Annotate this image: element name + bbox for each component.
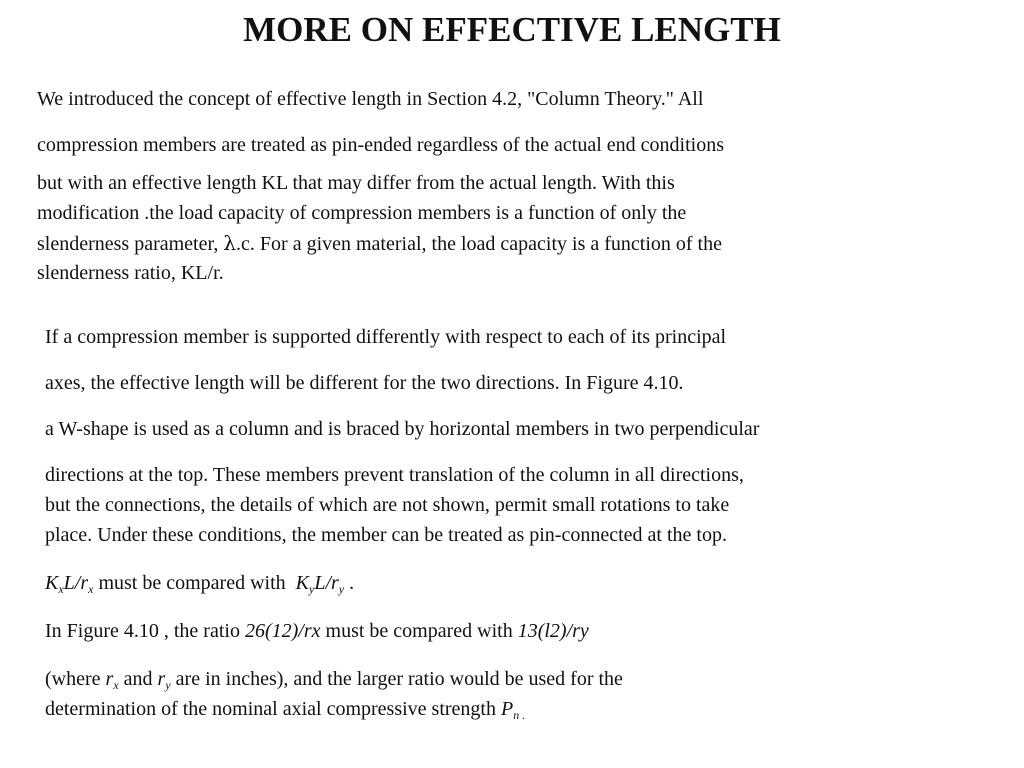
- text-line: slenderness ratio, KL/r.: [37, 262, 224, 284]
- text-line: [45, 664, 1005, 694]
- text-segment: In Figure 4.10 , the ratio: [45, 620, 245, 642]
- text-segment: must be compared with: [320, 620, 518, 642]
- text-line: axes, the effective length will be different for the two directions. In Figure 4.10.: [45, 372, 684, 394]
- subscript: x: [58, 582, 64, 596]
- formula-part: L/r: [63, 572, 89, 594]
- text-segment: slenderness parameter,: [37, 233, 224, 255]
- slenderness-comparison: [45, 568, 1005, 724]
- text-segment: must be compared with: [93, 572, 291, 594]
- subscript: x: [88, 582, 94, 596]
- text-line: but with an effective length KL that may differ from the actual length. With this: [37, 172, 675, 194]
- text-line: directions at the top. These members prevent translation of the column in all directions,: [45, 464, 744, 486]
- pn-symbol: P: [501, 698, 514, 720]
- subscript: y: [165, 678, 171, 692]
- text-segment: .c. For a given material, the load capacity is a function of the: [236, 233, 722, 255]
- ry-symbol: r: [157, 668, 166, 690]
- text-segment: and: [118, 668, 158, 690]
- ratio-formula: 26(12)/rx: [244, 620, 321, 642]
- text-line: modification .the load capacity of compression members is a function of only the: [37, 202, 687, 224]
- subscript: x: [113, 678, 119, 692]
- subscript: y: [309, 582, 315, 596]
- lambda-symbol: λ: [223, 231, 237, 255]
- paragraph-effective-length-intro: [37, 84, 987, 288]
- page-title: MORE ON EFFECTIVE LENGTH: [243, 10, 781, 49]
- text-segment: (where: [45, 668, 106, 690]
- text-line: place. Under these conditions, the member can be treated as pin-connected at the top.: [45, 524, 727, 546]
- subscript: n .: [513, 708, 526, 722]
- kx-symbol: K: [45, 572, 59, 594]
- paragraph-principal-axes: [45, 322, 1005, 550]
- text-segment: .: [344, 572, 355, 594]
- text-line: If a compression member is supported differently with respect to each of its principal: [45, 326, 727, 348]
- text-line: compression members are treated as pin-ended regardless of the actual end conditions: [37, 134, 724, 156]
- ratio-formula: 13(l2)/ry: [517, 620, 589, 642]
- rx-symbol: r: [105, 668, 114, 690]
- text-line: [45, 616, 1005, 664]
- text-segment: determination of the nominal axial compressive strength: [45, 698, 501, 720]
- ky-symbol: K: [295, 572, 309, 594]
- text-segment: are in inches), and the larger ratio would be used for the: [170, 668, 623, 690]
- text-line: We introduced the concept of effective length in Section 4.2, "Column Theory." All: [37, 88, 704, 110]
- subscript: y: [338, 582, 345, 596]
- text-line: a W-shape is used as a column and is braced by horizontal members in two perpendicular: [45, 418, 760, 440]
- text-line: [45, 568, 1005, 616]
- formula-part: L/r: [314, 572, 339, 594]
- text-line: [45, 694, 1005, 724]
- text-line: [37, 228, 987, 258]
- text-line: but the connections, the details of which are not shown, permit small rotations to take: [45, 494, 730, 516]
